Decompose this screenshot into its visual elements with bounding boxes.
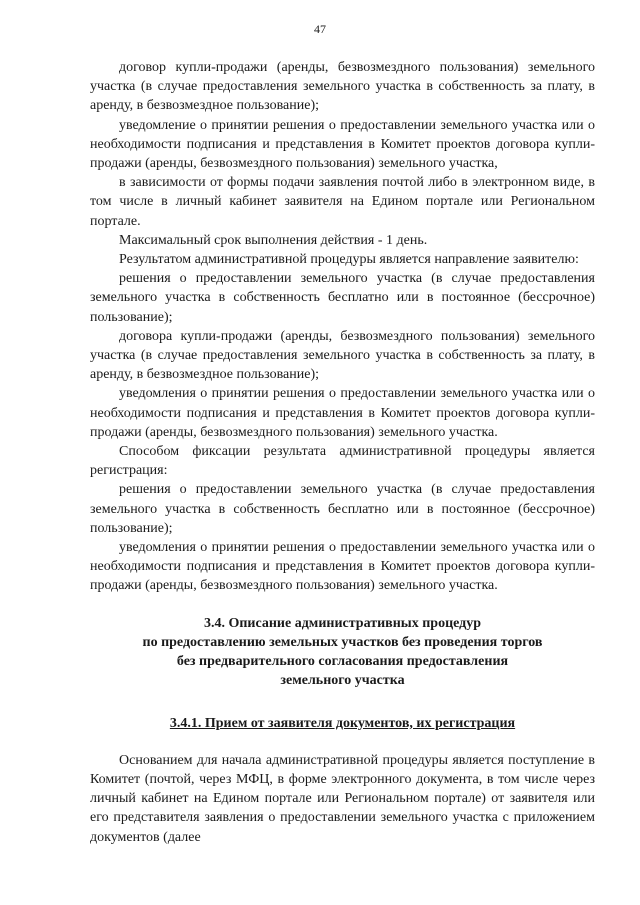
paragraph: уведомление о принятии решения о предоставлении земельного участка или о необходимости подписания и представления в Комитет проектов договора купли-продажи (аренды, безвозмездного пользования) земельного участка, bbox=[90, 117, 595, 172]
paragraph: решения о предоставлении земельного участка (в случае предоставления земельного участка в собственность бесплатно или в постоянное (бессрочное) пользование); bbox=[90, 271, 595, 325]
paragraph: уведомления о принятии решения о предоставлении земельного участка или о необходимости подписания и представления в Комитет проектов договора купли-продажи (аренды, безвозмездного пользования) земельного участка. bbox=[90, 540, 595, 594]
document-body bbox=[90, 58, 595, 847]
paragraph: Основанием для начала административной процедуры является поступление в Комитет (почтой, через МФЦ, в форме электронного документа, в том числе через личный кабинет на Едином портале или Региональном портале) от заявителя или его представителя заявления о предоставлении земельного участка с приложением документов (далее bbox=[90, 752, 595, 845]
section-heading-line: по предоставлению земельных участков без проведения торгов bbox=[142, 634, 543, 650]
subsection-heading: 3.4.1. Прием от заявителя документов, их регистрация bbox=[169, 715, 516, 731]
section-heading-line: 3.4. Описание административных процедур bbox=[203, 615, 482, 631]
paragraph: договор купли-продажи (аренды, безвозмездного пользования) земельного участка (в случае предоставления земельного участка в собственность за плату, в аренду, в безвозмездное пользование); bbox=[90, 60, 595, 114]
paragraph: Максимальный срок выполнения действия - 1 день. bbox=[119, 232, 428, 248]
paragraph: в зависимости от формы подачи заявления почтой либо в электронном виде, в том числе в личный кабинет заявителя на Едином портале или Региональном портале. bbox=[90, 175, 595, 229]
page-number: 47 bbox=[314, 22, 326, 36]
paragraph: уведомления о принятии решения о предоставлении земельного участка или о необходимости подписания и представления в Комитет проектов договора купли-продажи (аренды, безвозмездного пользования) земельного участка. bbox=[90, 386, 595, 440]
section-heading-line: без предварительного согласования предоставления bbox=[176, 653, 509, 669]
paragraph: Результатом административной процедуры является направление заявителю: bbox=[119, 252, 579, 268]
paragraph: Способом фиксации результата административной процедуры является регистрация: bbox=[90, 444, 595, 479]
paragraph: решения о предоставлении земельного участка (в случае предоставления земельного участка в собственность бесплатно или в постоянное (бессрочное) пользование); bbox=[90, 482, 595, 536]
paragraph: договора купли-продажи (аренды, безвозмездного пользования) земельного участка (в случае предоставления земельного участка в собственность за плату, в аренду, в безвозмездное пользование); bbox=[90, 328, 595, 383]
section-heading bbox=[90, 614, 595, 690]
section-heading-line: земельного участка bbox=[280, 672, 405, 688]
